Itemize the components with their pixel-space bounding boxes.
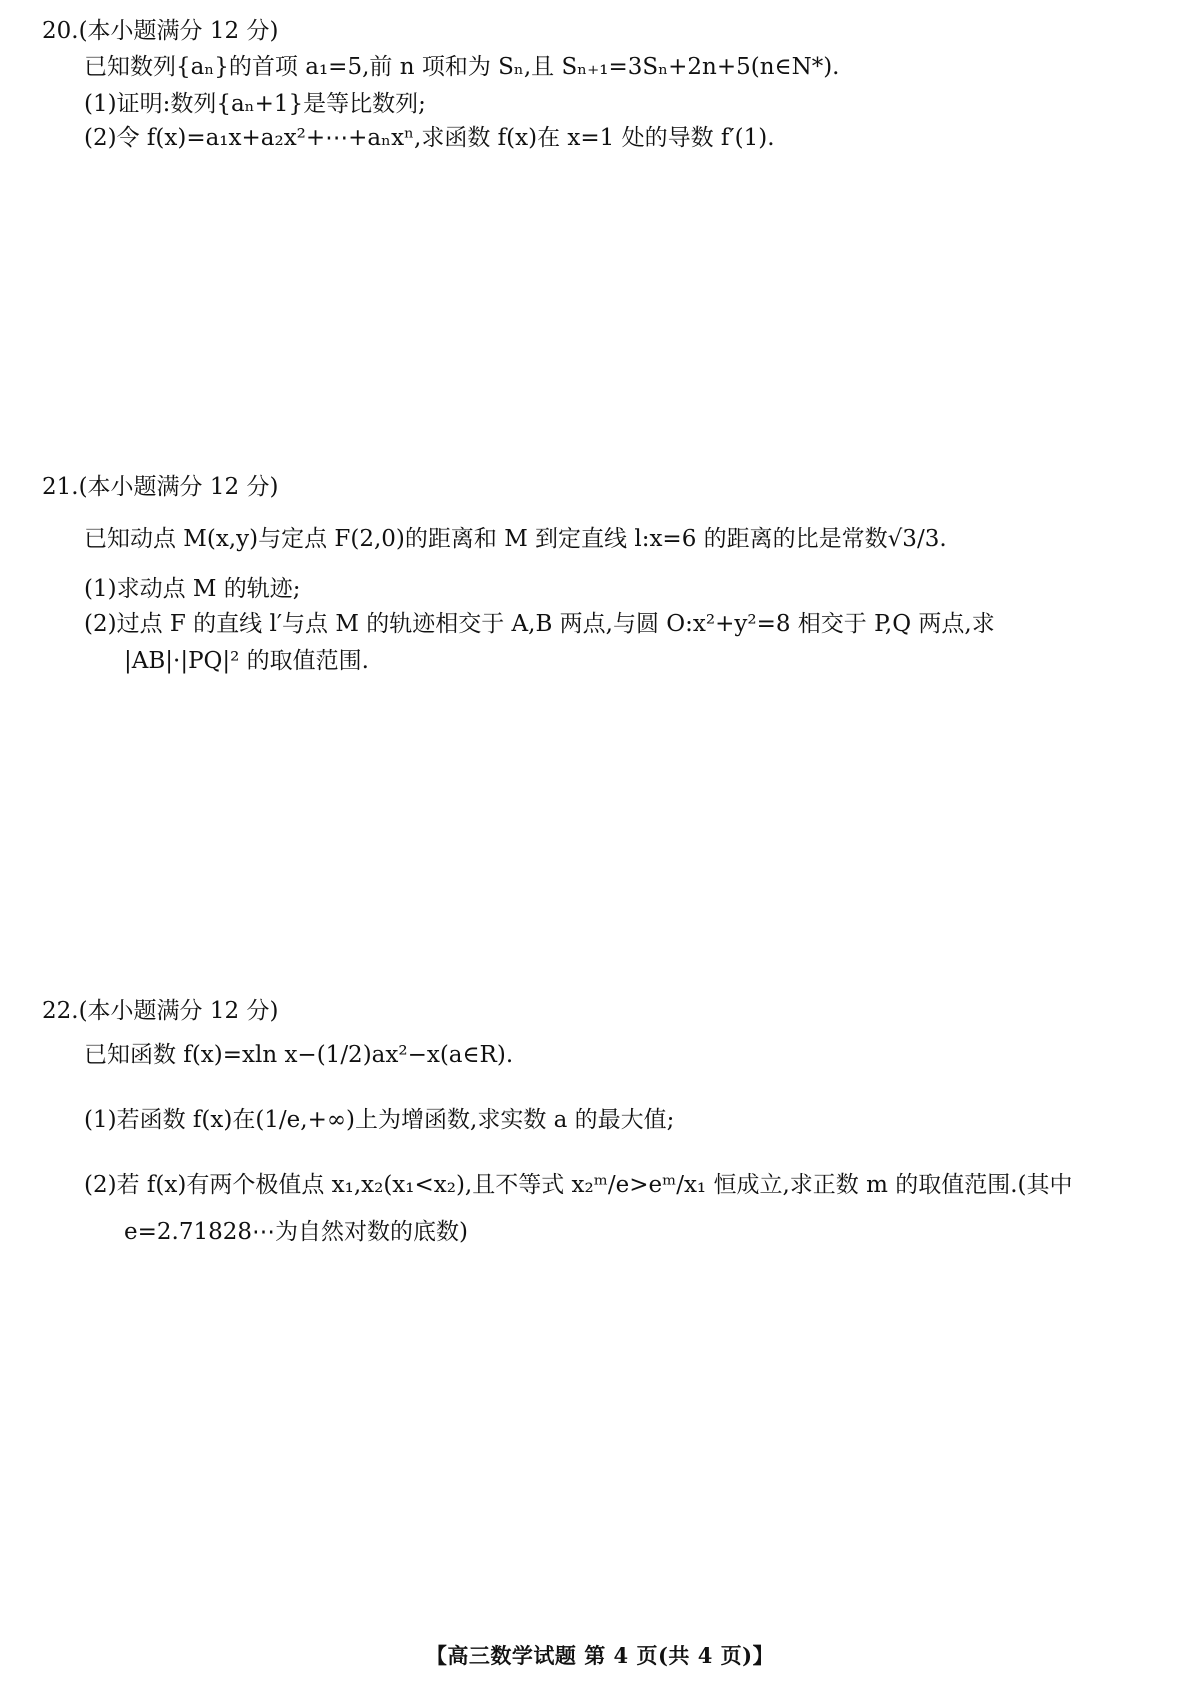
question-20-header: 20.(本小题满分 12 分) — [42, 18, 279, 44]
question-22-part-2: (2)若 f(x)有两个极值点 x₁,x₂(x₁<x₂),且不等式 x₂ᵐ/e>eᵐ/x₁ 恒成立,求正数 m 的取值范围.(其中 — [84, 1172, 1073, 1198]
question-20-part-1: (1)证明:数列{aₙ+1}是等比数列; — [84, 91, 426, 117]
page-footer: 【高三数学试题 第 4 页(共 4 页)】 — [425, 1643, 775, 1668]
question-22-header: 22.(本小题满分 12 分) — [42, 998, 279, 1024]
question-22-part-2-cont: e=2.71828⋯为自然对数的底数) — [124, 1219, 468, 1245]
question-21-part-2: (2)过点 F 的直线 l′与点 M 的轨迹相交于 A,B 两点,与圆 O:x²+y²=8 相交于 P,Q 两点,求 — [84, 611, 995, 637]
question-21-part-2-cont: |AB|·|PQ|² 的取值范围. — [124, 648, 369, 674]
question-21-header: 21.(本小题满分 12 分) — [42, 474, 279, 500]
question-22-stem: 已知函数 f(x)=xln x−(1/2)ax²−x(a∈R). — [84, 1042, 514, 1068]
question-20-part-2: (2)令 f(x)=a₁x+a₂x²+⋯+aₙxⁿ,求函数 f(x)在 x=1 处的导数 f′(1). — [84, 125, 775, 151]
question-21-stem: 已知动点 M(x,y)与定点 F(2,0)的距离和 M 到定直线 l:x=6 的距离的比是常数√3/3. — [84, 526, 947, 552]
question-22-part-1: (1)若函数 f(x)在(1/e,+∞)上为增函数,求实数 a 的最大值; — [84, 1107, 675, 1133]
question-21-part-1: (1)求动点 M 的轨迹; — [84, 576, 301, 602]
question-20-stem: 已知数列{aₙ}的首项 a₁=5,前 n 项和为 Sₙ,且 Sₙ₊₁=3Sₙ+2n+5(n∈N*). — [84, 54, 840, 80]
